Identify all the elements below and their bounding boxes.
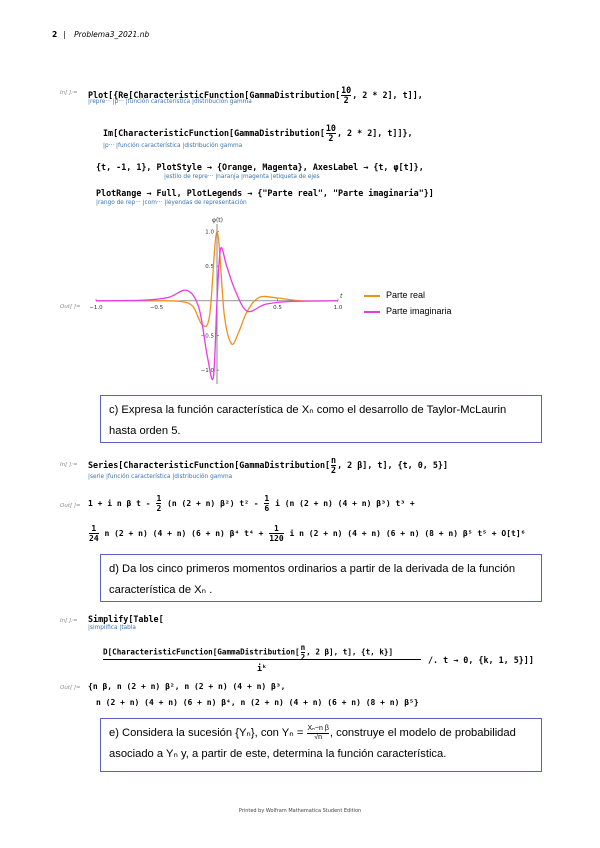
- characteristic-function-plot: [82, 214, 352, 394]
- simp-frac-num: n: [300, 643, 306, 652]
- legend-label-real: Parte real: [386, 290, 426, 300]
- series-frac-num: n: [331, 455, 337, 465]
- x-tick-label-1: −0.5: [149, 304, 164, 311]
- series-line: Series[CharacteristicFunction[GammaDistribution[: [88, 460, 331, 470]
- in-label-1: In[ ]:=: [60, 90, 78, 96]
- out-label-2: Out[ ]=: [60, 503, 81, 509]
- in-label-3: In[ ]:=: [60, 618, 78, 624]
- plot-hint-4: |rango de rep··· |com··· |leyendas de representación: [96, 200, 247, 206]
- legend-item-real: [364, 290, 452, 300]
- y-tick-label-2: −0.5: [200, 333, 214, 340]
- footer: Printed by Wolfram Mathematica Student Edition: [238, 808, 362, 814]
- plot-hint-3: |estilo de repre··· |naranja |magenta |etiqueta de ejes: [164, 174, 320, 180]
- so-l1b: (n (2 + n) β²) t² -: [162, 499, 264, 508]
- exercise-e-text: [101, 719, 541, 769]
- series-output-line1: [88, 494, 415, 513]
- plot-code-line2[interactable]: [103, 124, 413, 143]
- x-tick-label-2: 0.5: [273, 304, 282, 311]
- exercise-d-box[interactable]: [100, 554, 542, 602]
- plot-legend: [364, 290, 452, 316]
- series-frac-den: 2: [331, 465, 337, 475]
- plot-hint-2: |p··· |función característica |distribución gamma: [103, 143, 243, 149]
- so-f2d: 6: [264, 504, 270, 513]
- so-f2n: 1: [264, 494, 270, 503]
- legend-swatch-imag: [364, 311, 380, 313]
- legend-item-imag: [364, 306, 452, 316]
- so-f3n: 1: [91, 524, 97, 533]
- frac-num-2: 10: [325, 123, 336, 133]
- frac-den: 2: [343, 95, 349, 105]
- simplify-denominator: iᵏ: [257, 663, 268, 673]
- series-code[interactable]: [88, 456, 448, 475]
- so-l1c: i (n (2 + n) (4 + n) β³) t³ +: [270, 499, 415, 508]
- series-hint: |serie |función característica |distribución gamma: [88, 474, 233, 480]
- e-frac-num: Xₙ−n β: [307, 724, 329, 732]
- e-frac-den: √n: [314, 733, 323, 741]
- simplify-hint: |simplifica |tabla: [88, 625, 136, 631]
- e-text-b: , construye el modelo de probabilidad asociado a Yₙ y, a partir de este, determina la función característica.: [109, 727, 516, 760]
- so-l2b: i n (2 + n) (4 + n) (6 + n) (8 + n) β⁵ t⁵ + O[t]⁶: [284, 529, 526, 538]
- simp-num: D[CharacteristicFunction[GammaDistribution[: [103, 647, 300, 657]
- series-tail: , 2 β], t], {t, 0, 5}]: [337, 460, 449, 470]
- y-tick-label-1: 0.5: [205, 264, 214, 271]
- exercise-e-box[interactable]: [100, 718, 542, 772]
- so-f1n: 1: [156, 494, 162, 503]
- plot-code-line4[interactable]: PlotRange → Full, PlotLegends → {"Parte real", "Parte imaginaria"}]: [96, 188, 434, 198]
- simplify-output-line2: n (2 + n) (4 + n) (6 + n) β⁴, n (2 + n) (4 + n) (6 + n) (8 + n) β⁵}: [96, 698, 419, 707]
- so-f4n: 1: [274, 524, 279, 533]
- out-label-3: Out[ ]=: [60, 685, 81, 691]
- x-tick-label-3: 1.0: [333, 304, 343, 311]
- x-axis-label: t: [340, 292, 343, 300]
- file-name: Problema3_2021.nb: [74, 30, 150, 39]
- plot-line2: Im[CharacteristicFunction[GammaDistribution[: [103, 128, 325, 138]
- plot-line1: Plot[{Re[CharacteristicFunction[GammaDistribution[: [88, 90, 341, 100]
- frac-num: 10: [341, 85, 352, 95]
- exercise-c-box[interactable]: [100, 395, 542, 443]
- simplify-fraction-bar: [103, 659, 421, 660]
- page-header: 2 | Problema3_2021.nb: [52, 30, 150, 39]
- exercise-c-text: c) Expresa la función característica de Xₙ como el desarrollo de Taylor-McLaurin hasta orden 5.: [109, 404, 507, 437]
- frac-den-2: 2: [328, 133, 334, 143]
- simplify-code-line1[interactable]: Simplify[Table[: [88, 614, 164, 624]
- in-label-2: In[ ]:=: [60, 462, 78, 468]
- y-tick-label-3: −1.0: [200, 368, 214, 375]
- simplify-tail[interactable]: /. t → 0, {k, 1, 5}]]: [428, 655, 534, 665]
- plot-line1-tail: , 2 * 2], t]],: [352, 90, 423, 100]
- simplify-output-line1: {n β, n (2 + n) β², n (2 + n) (4 + n) β³,: [88, 682, 286, 691]
- page-number: 2: [52, 30, 58, 39]
- e-text-a: e) Considera la sucesión {Yₙ}, con Yₙ =: [109, 727, 307, 739]
- so-l1a: 1 + i n β t -: [88, 499, 156, 508]
- series-output-line2: [88, 524, 526, 543]
- so-f4d: 120: [269, 534, 284, 543]
- so-l2a: n (2 + n) (4 + n) (6 + n) β⁴ t⁴ +: [99, 529, 269, 538]
- y-axis-label: φ(t): [212, 217, 223, 224]
- plot-hint-1: |repre··· |p··· |función característica |distribución gamma: [88, 99, 252, 105]
- legend-swatch-real: [364, 295, 380, 297]
- exercise-d-text: d) Da los cinco primeros momentos ordinarios a partir de la derivada de la función característica de Xₙ .: [109, 563, 516, 596]
- simp-num-tail: , 2 β], t], {t, k}]: [306, 647, 394, 657]
- so-f1d: 2: [156, 504, 162, 513]
- simp-frac-den: 2: [300, 653, 306, 662]
- so-f3d: 24: [89, 534, 99, 543]
- out-label-1: Out[ ]=: [60, 304, 81, 310]
- y-tick-label-0: 1.0: [205, 229, 214, 236]
- plot-line2-tail: , 2 * 2], t]]},: [336, 128, 413, 138]
- plot-code-line3[interactable]: {t, -1, 1}, PlotStyle → {Orange, Magenta}, AxesLabel → {t, φ[t]},: [96, 162, 424, 172]
- legend-label-imag: Parte imaginaria: [386, 306, 452, 316]
- x-tick-label-0: −1.0: [89, 304, 103, 311]
